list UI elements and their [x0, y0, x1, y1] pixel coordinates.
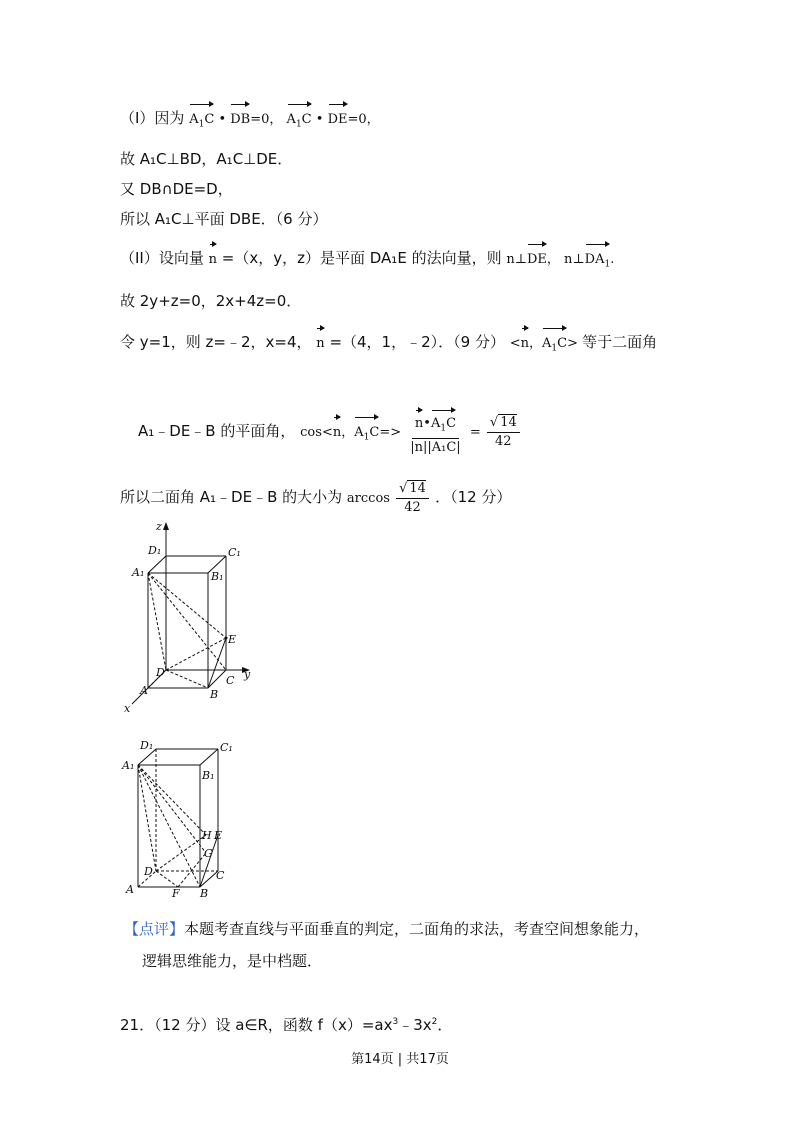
- cos-result-fraction: $\frac{√ 14}{42}$: [487, 414, 520, 451]
- perp-line-2: 所以 A₁C⊥平面 DBE．（6 分）: [120, 210, 328, 228]
- label-b: B: [200, 887, 209, 900]
- arccos-expression: arccos $\frac{√ 14}{42}$: [347, 491, 435, 506]
- vector-a1c: $A_1C$: [287, 102, 312, 136]
- perp-conditions: n⊥DE， $n\perp DA_1$.: [506, 252, 614, 267]
- normal-vector-n: n: [316, 326, 324, 355]
- equations-line: 故 2y+z=0，2x+4z=0．: [120, 292, 302, 310]
- part2-label: （II）设向量: [120, 249, 204, 267]
- label-c1: C₁: [220, 741, 233, 754]
- figure-2-prism: [118, 735, 278, 904]
- label-d1: D₁: [140, 739, 154, 752]
- label-b1: B₁: [202, 769, 215, 782]
- comment-line-1: 【点评】本题考查直线与平面垂直的判定，二面角的求法，考查空间想象能力，: [124, 920, 650, 938]
- comment-tag: 【点评】: [124, 920, 185, 938]
- label-a1: A₁: [122, 759, 135, 772]
- question-21: 21．（12 分）设 a∈R，函数 $f(x)=ax^3﹣3x^2$．: [120, 1016, 453, 1034]
- label-h: H: [202, 829, 212, 842]
- vector-a1c: $A_1C$: [189, 102, 214, 136]
- normal-vector-n: n: [209, 242, 217, 271]
- label-d1: D₁: [148, 544, 162, 557]
- page-footer: 第14页 | 共17页: [351, 1052, 449, 1067]
- label-a: A: [126, 883, 134, 896]
- label-a: A: [140, 684, 148, 697]
- label-x: x: [124, 702, 131, 715]
- label-c: C: [226, 674, 235, 687]
- label-c1: C₁: [228, 546, 241, 559]
- cos-expression: cos<n，$A_1C=>$ $\frac{n•A_1C}{\text{|n||A₁C|}}$ = $\frac{√ 14}{42}$: [300, 425, 522, 440]
- vector-db: DB: [230, 102, 250, 131]
- label-a1: A₁: [132, 566, 145, 579]
- part1-line: [120, 102, 380, 136]
- label-y: y: [244, 668, 251, 681]
- angle-expression: <n，$A_1C>$: [510, 336, 582, 351]
- vector-de: DE: [527, 242, 547, 271]
- label-f: F: [172, 887, 180, 900]
- let-line: 令 y=1，则 z=﹣2，x=4， n =（4，1，﹣2）．（9 分） <n，$A_1C>$ 等于二面角: [120, 326, 657, 360]
- label-d: D: [144, 865, 153, 878]
- label-b: B: [210, 688, 219, 701]
- perp-line-1: 故 A₁C⊥BD，A₁C⊥DE．: [120, 150, 293, 168]
- label-c: C: [216, 869, 225, 882]
- intersection-line: 又 DB∩DE=D，: [120, 180, 233, 198]
- part2-line: （II）设向量 n =（x，y，z）是平面 DA₁E 的法向量，则 n⊥DE， $n\perp DA_1$.: [120, 242, 614, 276]
- vector-de: DE: [328, 102, 348, 131]
- label-g: G: [204, 847, 213, 860]
- figure-1-prism-with-axes: [118, 518, 278, 722]
- part1-label: （I）因为: [120, 109, 185, 127]
- label-b1: B₁: [211, 570, 224, 583]
- label-d: D: [156, 666, 165, 679]
- vector-expression: $A_1C$ • DB=0， $A_1C$ • DE=0，: [189, 112, 379, 127]
- result-line: 所以二面角 A₁﹣DE﹣B 的大小为 arccos $\frac{√ 14}{42}$ ．（12 分）: [120, 481, 512, 515]
- label-z: z: [156, 520, 162, 533]
- comment-line-2: 逻辑思维能力，是中档题．: [142, 952, 323, 970]
- cos-line: A₁﹣DE﹣B 的平面角， cos<n，$A_1C=>$ $\frac{n•A_1C}{\text{|n||A₁C|}}$ = $\frac{√ 14}{42}$: [138, 408, 522, 457]
- label-e: E: [228, 633, 237, 646]
- cos-fraction: $\frac{n•A_1C}{\text{|n||A₁C|}}$: [407, 408, 463, 457]
- label-e: E: [214, 829, 223, 842]
- vector-da1: $DA_1$: [585, 242, 611, 276]
